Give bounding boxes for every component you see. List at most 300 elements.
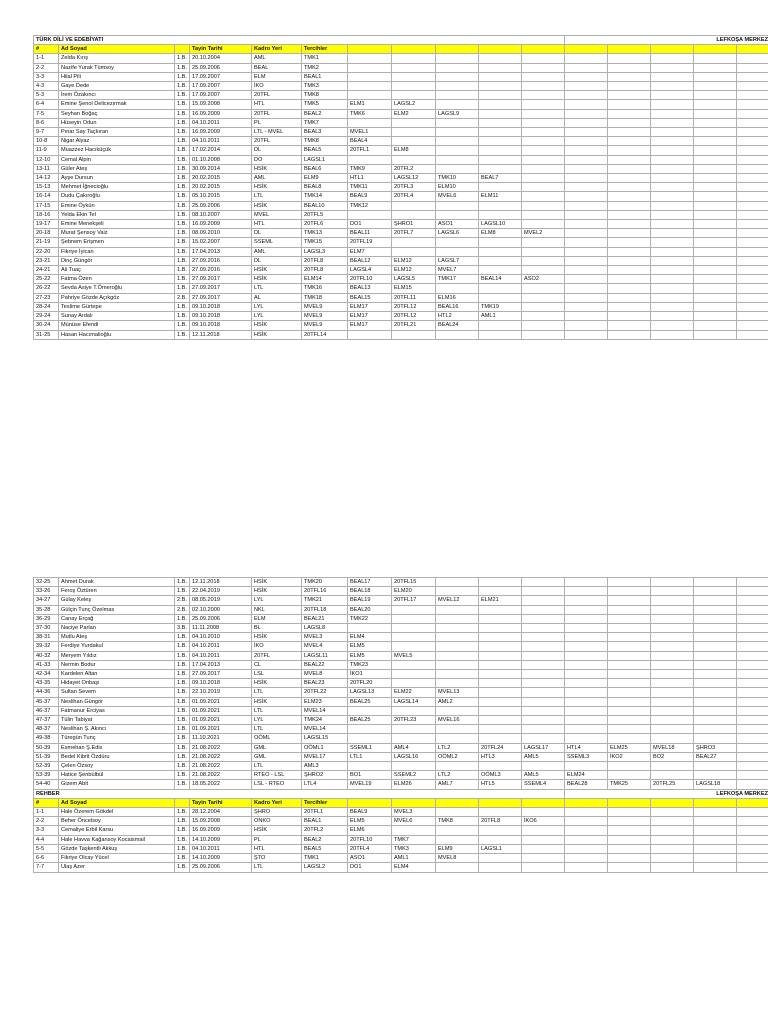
preference-cell — [651, 578, 694, 587]
preference-cell — [694, 54, 737, 63]
table-row — [34, 91, 768, 100]
preference-cell: LTL4 — [302, 780, 348, 789]
assignment-date-cell: 15.02.2007 — [190, 238, 252, 247]
staff-name-cell: Cemal Alpin — [59, 155, 175, 164]
table-row — [34, 164, 768, 173]
preference-cell: 20TFL11 — [392, 293, 436, 302]
preference-cell — [737, 835, 768, 844]
preference-cell — [479, 762, 522, 771]
row-index-cell: 18-16 — [34, 210, 59, 219]
preference-cell — [522, 284, 565, 293]
post-cell: İKO — [252, 642, 302, 651]
preference-cell: ELM6 — [348, 826, 392, 835]
assignment-date-cell: 16.09.2009 — [190, 826, 252, 835]
preference-cell: MVEL7 — [436, 266, 479, 275]
preference-cell — [608, 587, 651, 596]
preference-cell: BEAL27 — [694, 752, 737, 761]
assignment-date-cell: 01.09.2021 — [190, 725, 252, 734]
preference-cell — [737, 578, 768, 587]
preference-cell — [479, 146, 522, 155]
grade-cell: 1.B. — [175, 100, 190, 109]
preference-cell — [522, 578, 565, 587]
preference-cell — [694, 706, 737, 715]
preference-cell — [479, 109, 522, 118]
preference-cell — [565, 660, 608, 669]
grade-cell: 1.B. — [175, 835, 190, 844]
preference-cell — [522, 624, 565, 633]
preference-cell — [479, 284, 522, 293]
preference-cell — [479, 697, 522, 706]
preference-cell — [608, 63, 651, 72]
assignment-date-cell: 22.04.2019 — [190, 587, 252, 596]
preference-cell — [651, 771, 694, 780]
preference-cell: LAGSL16 — [392, 752, 436, 761]
preference-cell — [479, 633, 522, 642]
table-row — [34, 293, 768, 302]
header-date: Tayin Tarihi — [190, 798, 252, 807]
preference-cell — [651, 633, 694, 642]
preference-cell — [737, 826, 768, 835]
table-row — [34, 771, 768, 780]
staff-name-cell: Gülçin Tunç Özelmas — [59, 605, 175, 614]
table-row — [34, 146, 768, 155]
preference-cell — [392, 128, 436, 137]
preference-cell — [522, 174, 565, 183]
header-name: Ad Soyad — [59, 798, 175, 807]
preference-cell — [608, 614, 651, 623]
preference-cell — [565, 633, 608, 642]
preference-cell — [479, 155, 522, 164]
row-index-cell: 2-2 — [34, 817, 59, 826]
preference-cell: 20TFL20 — [348, 679, 392, 688]
post-cell: LSL — [252, 670, 302, 679]
preference-cell: BEAL2 — [302, 109, 348, 118]
preference-cell — [737, 247, 768, 256]
grade-cell: 1.B. — [175, 146, 190, 155]
preference-cell: 20TFL8 — [302, 266, 348, 275]
preference-cell: 20TFL12 — [392, 312, 436, 321]
row-index-cell: 46-37 — [34, 706, 59, 715]
preference-cell: MVEL5 — [392, 651, 436, 660]
preference-cell: 20TFL22 — [302, 688, 348, 697]
preference-cell — [565, 854, 608, 863]
preference-cell — [694, 146, 737, 155]
grade-cell: 1.B. — [175, 54, 190, 63]
preference-cell — [436, 330, 479, 339]
preference-cell: TMK9 — [348, 164, 392, 173]
table-row — [34, 743, 768, 752]
preference-cell — [348, 72, 392, 81]
table-row — [34, 174, 768, 183]
preference-cell — [348, 330, 392, 339]
preference-cell — [608, 266, 651, 275]
row-index-cell: 47-37 — [34, 716, 59, 725]
preference-cell — [694, 817, 737, 826]
post-cell: LTL — [252, 863, 302, 872]
preference-cell — [608, 302, 651, 311]
preference-cell — [522, 220, 565, 229]
assignment-date-cell: 12.11.2018 — [190, 330, 252, 339]
preference-cell — [651, 109, 694, 118]
preference-cell — [694, 642, 737, 651]
preference-cell — [737, 743, 768, 752]
preference-cell — [479, 164, 522, 173]
preference-cell — [737, 155, 768, 164]
preference-cell — [608, 706, 651, 715]
staff-name-cell: Güler Ateş — [59, 164, 175, 173]
preference-cell — [694, 844, 737, 853]
preference-cell — [479, 210, 522, 219]
preference-cell — [694, 275, 737, 284]
preference-cell — [651, 137, 694, 146]
preference-cell: MVEL17 — [302, 752, 348, 761]
preference-cell — [608, 762, 651, 771]
row-index-cell: 38-31 — [34, 633, 59, 642]
assignment-date-cell: 11.10.2021 — [190, 734, 252, 743]
preference-cell — [694, 688, 737, 697]
post-cell: HSİK — [252, 679, 302, 688]
assignment-date-cell: 16.09.2009 — [190, 109, 252, 118]
assignment-date-cell: 09.10.2018 — [190, 679, 252, 688]
staff-name-cell: Dinç Güngör — [59, 256, 175, 265]
row-index-cell: 11-9 — [34, 146, 59, 155]
preference-cell — [522, 247, 565, 256]
preference-cell — [479, 725, 522, 734]
grade-cell: 1.B. — [175, 183, 190, 192]
preference-cell — [608, 201, 651, 210]
staff-name-cell: Cemaliye Erbil Karsu — [59, 826, 175, 835]
preference-cell — [737, 330, 768, 339]
grade-cell: 1.B. — [175, 697, 190, 706]
preference-cell: TMK13 — [302, 229, 348, 238]
header-row — [34, 798, 768, 807]
preference-cell — [565, 146, 608, 155]
grade-cell: 1.B. — [175, 192, 190, 201]
preference-cell — [436, 238, 479, 247]
preference-cell — [651, 670, 694, 679]
preference-cell: TMK1 — [302, 54, 348, 63]
preference-cell — [392, 660, 436, 669]
staff-table-2-body — [34, 578, 768, 790]
preference-cell — [565, 118, 608, 127]
preference-cell: BEAL13 — [348, 284, 392, 293]
preference-cell: 20TFL10 — [348, 835, 392, 844]
preference-cell — [651, 155, 694, 164]
grade-cell: 1.B. — [175, 266, 190, 275]
staff-name-cell: Hidayet Onbaşı — [59, 679, 175, 688]
grade-cell: 1.B. — [175, 63, 190, 72]
table-row — [34, 725, 768, 734]
preference-cell — [651, 660, 694, 669]
row-index-cell: 13-11 — [34, 164, 59, 173]
preference-cell — [348, 155, 392, 164]
preference-cell — [737, 201, 768, 210]
assignment-date-cell: 15.09.2008 — [190, 817, 252, 826]
preference-cell: LAGSL8 — [302, 624, 348, 633]
preference-cell — [694, 82, 737, 91]
preference-cell — [565, 174, 608, 183]
preference-cell: 20TFL4 — [348, 844, 392, 853]
preference-cell — [565, 72, 608, 81]
preference-cell: 20TFL8 — [479, 817, 522, 826]
table-row — [34, 100, 768, 109]
post-cell: ŞHRO — [252, 808, 302, 817]
preference-cell — [565, 201, 608, 210]
preference-cell — [392, 762, 436, 771]
preference-cell — [479, 247, 522, 256]
preference-cell: İKO2 — [608, 752, 651, 761]
preference-cell — [608, 192, 651, 201]
preference-cell — [479, 614, 522, 623]
post-cell: 20TFL — [252, 91, 302, 100]
post-cell: HSİK — [252, 633, 302, 642]
preference-cell — [651, 321, 694, 330]
preference-cell — [522, 725, 565, 734]
preference-cell — [522, 91, 565, 100]
staff-name-cell: Seyhan Boğaç — [59, 109, 175, 118]
preference-cell: ELM2 — [392, 109, 436, 118]
preference-cell — [737, 771, 768, 780]
preference-cell — [694, 302, 737, 311]
preference-cell — [436, 835, 479, 844]
preference-cell — [479, 734, 522, 743]
preference-cell — [392, 63, 436, 72]
table-row — [34, 587, 768, 596]
preference-cell — [694, 854, 737, 863]
preference-cell — [608, 633, 651, 642]
row-index-cell: 44-36 — [34, 688, 59, 697]
staff-name-cell: Gözde Taşkentli Akkuş — [59, 844, 175, 853]
preference-cell: DO1 — [348, 863, 392, 872]
preference-cell — [348, 725, 392, 734]
preference-cell — [651, 275, 694, 284]
preference-cell — [694, 725, 737, 734]
preference-cell: AML3 — [302, 762, 348, 771]
grade-cell: 1.B. — [175, 826, 190, 835]
preference-cell: 20TFL17 — [392, 596, 436, 605]
preference-cell — [651, 174, 694, 183]
preference-cell: 20TFL16 — [302, 587, 348, 596]
preference-cell — [522, 54, 565, 63]
preference-cell: MVEL4 — [302, 642, 348, 651]
preference-cell: LAGSL6 — [436, 229, 479, 238]
grade-cell: 1.B. — [175, 670, 190, 679]
staff-name-cell: Sunay Ardalı — [59, 312, 175, 321]
row-index-cell: 12-10 — [34, 155, 59, 164]
preference-cell — [651, 128, 694, 137]
preference-cell — [565, 587, 608, 596]
staff-name-cell: Murat Şensoy Vaiz — [59, 229, 175, 238]
row-index-cell: 23-21 — [34, 256, 59, 265]
assignment-date-cell: 05.10.2015 — [190, 192, 252, 201]
preference-cell: 20TFL2 — [392, 164, 436, 173]
preference-cell — [436, 82, 479, 91]
post-cell: LYL — [252, 312, 302, 321]
assignment-date-cell: 25.09.2006 — [190, 63, 252, 72]
table-row — [34, 624, 768, 633]
grade-cell: 1.B. — [175, 660, 190, 669]
preference-cell — [694, 128, 737, 137]
section-title: TÜRK DİLİ VE EDEBİYATI — [34, 36, 565, 45]
preference-cell: TMK24 — [302, 716, 348, 725]
preference-cell — [694, 762, 737, 771]
preference-cell — [522, 734, 565, 743]
preference-cell: TMK21 — [302, 596, 348, 605]
post-cell: HSİK — [252, 578, 302, 587]
staff-name-cell: Hale Havva Kağansoy Kocaismail — [59, 835, 175, 844]
preference-cell: AML1 — [392, 854, 436, 863]
preference-cell — [522, 302, 565, 311]
preference-cell — [479, 854, 522, 863]
post-cell: LTL - MVEL — [252, 128, 302, 137]
preference-cell — [608, 238, 651, 247]
preference-cell: MVEL14 — [302, 706, 348, 715]
preference-cell: 20TFL2 — [302, 826, 348, 835]
assignment-date-cell: 08.09.2010 — [190, 229, 252, 238]
preference-cell — [694, 293, 737, 302]
preference-cell — [565, 137, 608, 146]
preference-cell — [651, 91, 694, 100]
preference-cell — [694, 91, 737, 100]
preference-cell — [522, 697, 565, 706]
row-index-cell: 54-40 — [34, 780, 59, 789]
preference-cell: MVEL8 — [436, 854, 479, 863]
post-cell: AML — [252, 174, 302, 183]
post-cell: HSİK — [252, 587, 302, 596]
table-row — [34, 578, 768, 587]
preference-cell: LAGSL11 — [302, 651, 348, 660]
preference-cell — [522, 642, 565, 651]
post-cell: LTL — [252, 688, 302, 697]
grade-cell: 1.B. — [175, 679, 190, 688]
preference-cell — [694, 863, 737, 872]
preference-cell — [651, 651, 694, 660]
grade-cell: 1.B. — [175, 780, 190, 789]
staff-name-cell: Fatma Özen — [59, 275, 175, 284]
preference-cell: ASO1 — [436, 220, 479, 229]
preference-cell — [565, 844, 608, 853]
staff-name-cell: Çelen Özsoy — [59, 762, 175, 771]
staff-name-cell: Neslihan Ş. Akıncı — [59, 725, 175, 734]
table-row — [34, 137, 768, 146]
preference-cell: ELM5 — [348, 642, 392, 651]
grade-cell: 1.B. — [175, 716, 190, 725]
preference-cell: TMK7 — [392, 835, 436, 844]
staff-name-cell: İrem Özakıncı — [59, 91, 175, 100]
grade-cell: 1.B. — [175, 725, 190, 734]
table-row — [34, 826, 768, 835]
post-cell: 20TFL — [252, 137, 302, 146]
preference-cell: 20TFL4 — [392, 192, 436, 201]
preference-cell — [694, 679, 737, 688]
preference-cell — [737, 137, 768, 146]
preference-cell: BO1 — [348, 771, 392, 780]
preference-cell: MVEL9 — [302, 302, 348, 311]
preference-cell — [608, 321, 651, 330]
grade-cell: 1.B. — [175, 275, 190, 284]
preference-cell — [608, 284, 651, 293]
post-cell: 20TFL — [252, 109, 302, 118]
preference-cell — [436, 54, 479, 63]
preference-cell — [436, 201, 479, 210]
header-date: Tayin Tarihi — [190, 45, 252, 54]
preference-cell — [522, 614, 565, 623]
preference-cell — [436, 614, 479, 623]
preference-cell — [608, 210, 651, 219]
preference-cell — [651, 734, 694, 743]
preference-cell — [608, 312, 651, 321]
row-index-cell: 50-39 — [34, 743, 59, 752]
preference-cell — [565, 210, 608, 219]
preference-cell — [522, 210, 565, 219]
preference-cell — [608, 697, 651, 706]
header-index: # — [34, 45, 59, 54]
preference-cell — [737, 256, 768, 265]
preference-cell — [651, 192, 694, 201]
preference-cell: AML1 — [479, 312, 522, 321]
assignment-date-cell: 21.08.2022 — [190, 752, 252, 761]
post-cell: GML — [252, 752, 302, 761]
preference-cell: 20TFL18 — [302, 605, 348, 614]
table-row — [34, 863, 768, 872]
preference-cell — [392, 670, 436, 679]
preference-cell — [737, 725, 768, 734]
preference-cell — [737, 614, 768, 623]
table-row — [34, 808, 768, 817]
assignment-date-cell: 17.02.2014 — [190, 146, 252, 155]
preference-cell: LAGSL15 — [302, 734, 348, 743]
preference-cell — [608, 734, 651, 743]
preference-cell — [522, 146, 565, 155]
row-index-cell: 2-2 — [34, 63, 59, 72]
preference-cell — [694, 734, 737, 743]
preference-cell — [348, 210, 392, 219]
preference-cell — [694, 826, 737, 835]
preference-cell — [392, 633, 436, 642]
preference-cell — [694, 587, 737, 596]
assignment-date-cell: 04.10.2011 — [190, 118, 252, 127]
preference-cell: TMK23 — [348, 660, 392, 669]
grade-cell: 1.B. — [175, 762, 190, 771]
preference-cell: ELM4 — [392, 863, 436, 872]
table-row — [34, 854, 768, 863]
preference-cell — [522, 321, 565, 330]
preference-cell: BEAL5 — [302, 844, 348, 853]
preference-cell: ELM21 — [479, 596, 522, 605]
preference-cell: ELM17 — [348, 321, 392, 330]
row-index-cell: 45-37 — [34, 697, 59, 706]
preference-cell: BEAL5 — [302, 146, 348, 155]
preference-cell — [651, 762, 694, 771]
preference-cell — [694, 100, 737, 109]
grade-cell: 1.B. — [175, 256, 190, 265]
preference-cell — [522, 651, 565, 660]
preference-cell — [436, 578, 479, 587]
preference-cell: İKO6 — [522, 817, 565, 826]
preference-cell: TMK8 — [436, 817, 479, 826]
preference-cell: 20TFL19 — [348, 238, 392, 247]
preference-cell — [608, 256, 651, 265]
preference-cell — [608, 660, 651, 669]
preference-cell — [479, 330, 522, 339]
table-row — [34, 752, 768, 761]
preference-cell — [436, 164, 479, 173]
preference-cell — [436, 633, 479, 642]
preference-cell — [694, 660, 737, 669]
preference-cell — [737, 54, 768, 63]
section-title: REHBER — [34, 789, 565, 798]
preference-cell — [522, 100, 565, 109]
